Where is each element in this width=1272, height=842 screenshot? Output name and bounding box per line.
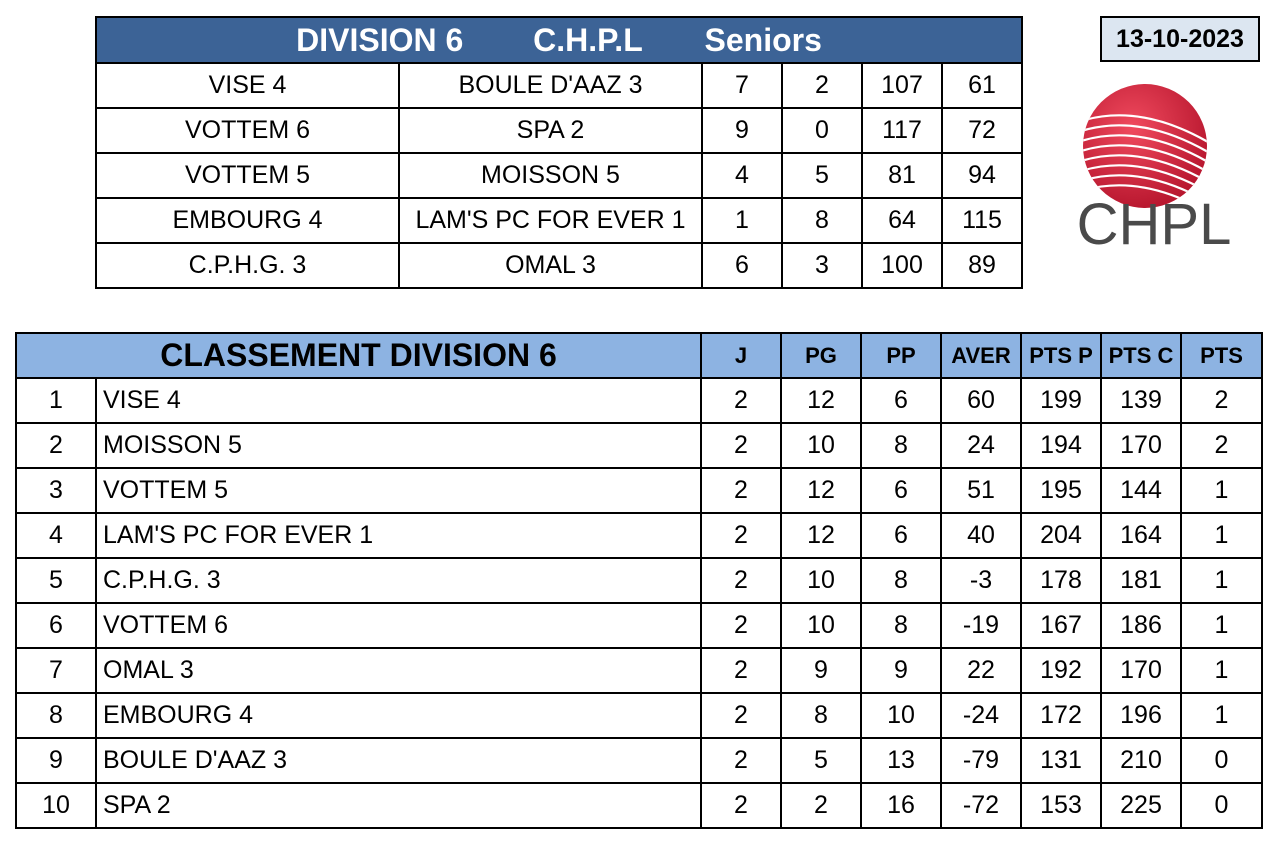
points-for-cell: 131	[1021, 738, 1101, 783]
away-games: 2	[782, 63, 862, 108]
points-cell: 1	[1181, 648, 1262, 693]
home-team: C.P.H.G. 3	[96, 243, 399, 288]
played-cell: 2	[701, 693, 781, 738]
standings-row	[16, 603, 1262, 648]
points-against-cell: 210	[1101, 738, 1181, 783]
points-against-cell: 196	[1101, 693, 1181, 738]
standings-table	[15, 332, 1263, 829]
points-cell: 0	[1181, 738, 1262, 783]
points-for-cell: 167	[1021, 603, 1101, 648]
logo-text: CHPL	[1076, 192, 1232, 252]
division-label: DIVISION 6	[296, 21, 464, 58]
points-cell: 0	[1181, 783, 1262, 828]
played-cell: 2	[701, 738, 781, 783]
points-for-cell: 192	[1021, 648, 1101, 693]
away-team: LAM'S PC FOR EVER 1	[399, 198, 702, 243]
played-cell: 2	[701, 648, 781, 693]
column-header: AVER	[941, 333, 1021, 378]
points-cell: 1	[1181, 558, 1262, 603]
match-row	[96, 108, 1022, 153]
rank-cell: 1	[16, 378, 96, 423]
away-points: 72	[942, 108, 1022, 153]
team-cell: OMAL 3	[96, 648, 701, 693]
games-won-cell: 10	[781, 603, 861, 648]
played-cell: 2	[701, 783, 781, 828]
home-games: 1	[702, 198, 782, 243]
column-header: PTS P	[1021, 333, 1101, 378]
team-cell: VISE 4	[96, 378, 701, 423]
column-header: PTS	[1181, 333, 1262, 378]
average-cell: -3	[941, 558, 1021, 603]
games-lost-cell: 8	[861, 558, 941, 603]
points-cell: 1	[1181, 603, 1262, 648]
points-against-cell: 181	[1101, 558, 1181, 603]
rank-cell: 9	[16, 738, 96, 783]
points-for-cell: 195	[1021, 468, 1101, 513]
standings-row	[16, 558, 1262, 603]
home-games: 7	[702, 63, 782, 108]
team-cell: C.P.H.G. 3	[96, 558, 701, 603]
games-won-cell: 12	[781, 468, 861, 513]
standings-row	[16, 378, 1262, 423]
column-header: PP	[861, 333, 941, 378]
match-row	[96, 63, 1022, 108]
away-games: 5	[782, 153, 862, 198]
rank-cell: 5	[16, 558, 96, 603]
home-points: 107	[862, 63, 942, 108]
games-won-cell: 2	[781, 783, 861, 828]
average-cell: -19	[941, 603, 1021, 648]
away-points: 94	[942, 153, 1022, 198]
games-lost-cell: 6	[861, 513, 941, 558]
away-games: 0	[782, 108, 862, 153]
home-games: 9	[702, 108, 782, 153]
home-team: EMBOURG 4	[96, 198, 399, 243]
standings-row	[16, 693, 1262, 738]
team-cell: LAM'S PC FOR EVER 1	[96, 513, 701, 558]
away-games: 8	[782, 198, 862, 243]
standings-row	[16, 648, 1262, 693]
rank-cell: 7	[16, 648, 96, 693]
points-against-cell: 164	[1101, 513, 1181, 558]
points-cell: 2	[1181, 423, 1262, 468]
points-for-cell: 199	[1021, 378, 1101, 423]
home-points: 64	[862, 198, 942, 243]
home-points: 117	[862, 108, 942, 153]
match-row	[96, 243, 1022, 288]
chpl-logo-icon	[1068, 82, 1238, 252]
average-cell: 51	[941, 468, 1021, 513]
home-team: VOTTEM 5	[96, 153, 399, 198]
away-team: MOISSON 5	[399, 153, 702, 198]
standings-row	[16, 513, 1262, 558]
points-against-cell: 186	[1101, 603, 1181, 648]
home-team: VOTTEM 6	[96, 108, 399, 153]
played-cell: 2	[701, 378, 781, 423]
points-cell: 2	[1181, 378, 1262, 423]
category-label: Seniors	[704, 21, 822, 58]
results-table	[95, 16, 1023, 289]
played-cell: 2	[701, 468, 781, 513]
games-lost-cell: 16	[861, 783, 941, 828]
games-lost-cell: 8	[861, 423, 941, 468]
played-cell: 2	[701, 423, 781, 468]
rank-cell: 3	[16, 468, 96, 513]
points-for-cell: 204	[1021, 513, 1101, 558]
points-cell: 1	[1181, 513, 1262, 558]
away-points: 89	[942, 243, 1022, 288]
average-cell: -24	[941, 693, 1021, 738]
team-cell: MOISSON 5	[96, 423, 701, 468]
rank-cell: 6	[16, 603, 96, 648]
points-cell: 1	[1181, 693, 1262, 738]
standings-title: CLASSEMENT DIVISION 6	[16, 333, 701, 378]
match-row	[96, 198, 1022, 243]
average-cell: -72	[941, 783, 1021, 828]
away-points: 115	[942, 198, 1022, 243]
average-cell: 24	[941, 423, 1021, 468]
team-cell: VOTTEM 5	[96, 468, 701, 513]
standings-row	[16, 423, 1262, 468]
home-points: 100	[862, 243, 942, 288]
games-won-cell: 12	[781, 513, 861, 558]
points-against-cell: 144	[1101, 468, 1181, 513]
date-badge: 13-10-2023	[1100, 16, 1260, 62]
games-lost-cell: 10	[861, 693, 941, 738]
points-against-cell: 225	[1101, 783, 1181, 828]
average-cell: 22	[941, 648, 1021, 693]
org-label: C.H.P.L	[533, 21, 643, 58]
rank-cell: 10	[16, 783, 96, 828]
rank-cell: 2	[16, 423, 96, 468]
games-lost-cell: 8	[861, 603, 941, 648]
games-won-cell: 5	[781, 738, 861, 783]
points-against-cell: 170	[1101, 648, 1181, 693]
games-won-cell: 10	[781, 423, 861, 468]
home-games: 6	[702, 243, 782, 288]
team-cell: VOTTEM 6	[96, 603, 701, 648]
away-team: OMAL 3	[399, 243, 702, 288]
column-header: J	[701, 333, 781, 378]
column-header: PTS C	[1101, 333, 1181, 378]
results-title-row	[96, 17, 1022, 63]
average-cell: -79	[941, 738, 1021, 783]
points-for-cell: 178	[1021, 558, 1101, 603]
games-lost-cell: 9	[861, 648, 941, 693]
points-cell: 1	[1181, 468, 1262, 513]
games-won-cell: 12	[781, 378, 861, 423]
games-lost-cell: 6	[861, 378, 941, 423]
home-points: 81	[862, 153, 942, 198]
games-lost-cell: 6	[861, 468, 941, 513]
away-team: SPA 2	[399, 108, 702, 153]
played-cell: 2	[701, 603, 781, 648]
team-cell: EMBOURG 4	[96, 693, 701, 738]
points-for-cell: 172	[1021, 693, 1101, 738]
points-for-cell: 194	[1021, 423, 1101, 468]
team-cell: SPA 2	[96, 783, 701, 828]
points-for-cell: 153	[1021, 783, 1101, 828]
average-cell: 60	[941, 378, 1021, 423]
rank-cell: 8	[16, 693, 96, 738]
column-header: PG	[781, 333, 861, 378]
match-row	[96, 153, 1022, 198]
rank-cell: 4	[16, 513, 96, 558]
home-team: VISE 4	[96, 63, 399, 108]
standings-row	[16, 738, 1262, 783]
games-won-cell: 10	[781, 558, 861, 603]
away-games: 3	[782, 243, 862, 288]
home-games: 4	[702, 153, 782, 198]
results-title	[96, 17, 1022, 63]
played-cell: 2	[701, 513, 781, 558]
average-cell: 40	[941, 513, 1021, 558]
points-against-cell: 139	[1101, 378, 1181, 423]
away-team: BOULE D'AAZ 3	[399, 63, 702, 108]
away-points: 61	[942, 63, 1022, 108]
standings-row	[16, 783, 1262, 828]
games-won-cell: 8	[781, 693, 861, 738]
games-lost-cell: 13	[861, 738, 941, 783]
games-won-cell: 9	[781, 648, 861, 693]
chpl-logo	[1068, 82, 1238, 252]
standings-header-row	[16, 333, 1262, 378]
team-cell: BOULE D'AAZ 3	[96, 738, 701, 783]
points-against-cell: 170	[1101, 423, 1181, 468]
played-cell: 2	[701, 558, 781, 603]
standings-row	[16, 468, 1262, 513]
